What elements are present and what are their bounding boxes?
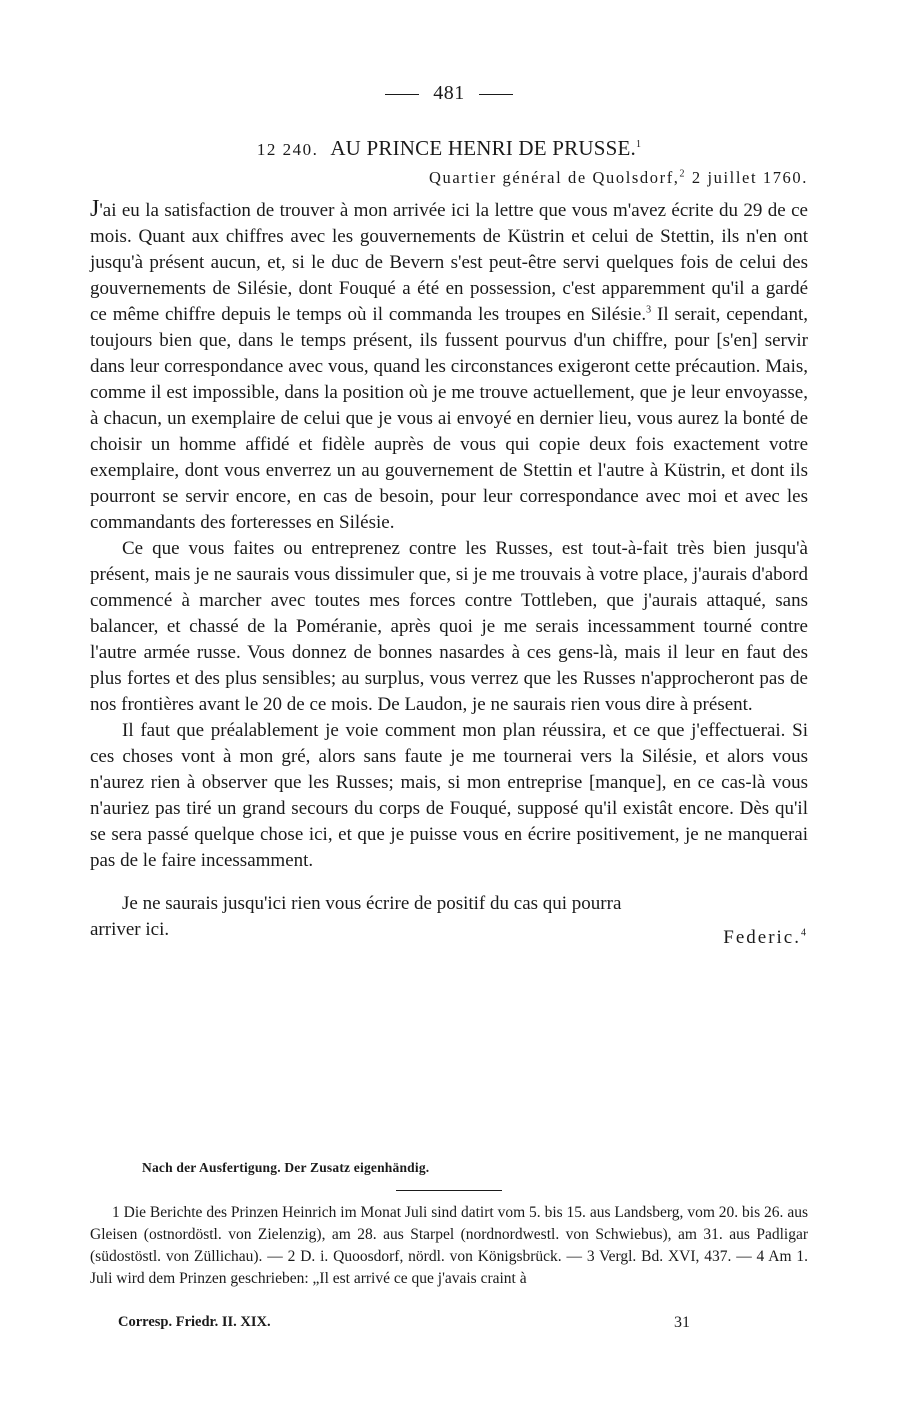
postscript: Je ne saurais jusqu'ici rien vous écrire de positif du cas qui pourra	[122, 893, 622, 914]
letter-number: 12 240.	[256, 140, 319, 159]
footnote-text: 1 Die Berichte des Prinzen Heinrich im Monat Juli sind datirt vom 5. bis 15. aus Landsberg, vom 20. bis 26. aus Gleisen (ostnordöstl. von Zielenzig), am 28. aus Starpel (nordnordwestl. von Schwiebus), am 31. aus Padligar (südostöstl. von Züllichau). — 2 D. i. Quoosdorf, nördl. von Königsbrück. — 3 Vergl. Bd. XVI, 437. — 4 Am 1. Juli wird dem Prinzen geschrieben: „Il est arrivé ce que j'avais craint à	[90, 1204, 808, 1287]
signature	[723, 927, 808, 949]
page-number-dash-right	[479, 94, 513, 95]
letter-body	[90, 196, 808, 947]
paragraph-1-footnote-mark: 3	[646, 304, 652, 316]
drop-initial: J	[90, 196, 100, 222]
paragraph-3: Il faut que préalablement je voie comment mon plan réussira, et ce que j'effectuerai. Si ces choses vont à mon gré, alors sans faute je me tournerai vers la Silésie, et alors vous n'aurez rien à observer que les Russes; mais, si mon entreprise [manque], en ce cas-là vous n'auriez pas tiré un grand secours du corps de Fouqué, supposé qu'il existât encore. Dès qu'il se sera passé quelque chose ici, et que je puisse vous en écrire positivement, je ne manquerai pas de le faire incessamment.	[90, 720, 808, 871]
source-note: Nach der Ausfertigung. Der Zusatz eigenhändig.	[142, 1160, 430, 1175]
page-number-dash-left	[385, 94, 419, 95]
paragraph-1-text-a: 'ai eu la satisfaction de trouver à mon arrivée ici la lettre que vous m'avez écrite du 29 de ce mois. Quant aux chiffres avec les gouvernements de Küstrin et celui de Stettin, ils n'en ont jusqu'à présent aucun, et, si le duc de Bevern s'est peut-être servi quelques fois de celui des gouvernements de Silésie, dont Fouqué a été en possession, c'est apparemment qu'il a gardé ce même chiffre depuis le temps où il commanda les troupes en Silésie.	[90, 200, 808, 325]
dateline	[429, 168, 808, 188]
page-number	[90, 82, 808, 105]
letter-heading	[90, 136, 808, 161]
dateline-footnote-mark: 2	[679, 168, 687, 180]
dateline-date: 2 juillet 1760.	[686, 168, 808, 187]
signature-name: Federic.	[723, 927, 801, 948]
letter-title: AU PRINCE HENRI DE PRUSSE.	[330, 136, 636, 160]
heading-footnote-mark: 1	[635, 139, 642, 150]
signature-footnote-mark: 4	[801, 927, 808, 939]
footnote-rule	[396, 1190, 502, 1191]
dateline-place: Quartier général de Quolsdorf,	[429, 168, 680, 187]
paragraph-1	[90, 196, 808, 536]
postscript-end: arriver ici.	[90, 919, 170, 940]
paragraph-2: Ce que vous faites ou entreprenez contre les Russes, est tout-à-fait très bien jusqu'à présent, mais je ne saurais vous dissimuler que, si je me trouvais à votre place, j'aurais d'abord commencé à marcher avec toutes mes forces contre Tottleben, que j'aurais attaqué, sans balancer, et chassé de la Poméranie, après quoi je me serais incessamment tourné contre l'autre armée russe. Vous donnez de bonnes nasardes à ces gens-là, mais il leur en faut des plus fortes et des plus sensibles; au surplus, vous verrez que les Russes n'approcheront pas de nos frontières avant le 20 de ce mois. De Laudon, je ne saurais rien vous dire à présent.	[90, 538, 808, 715]
gathering-number: 31	[674, 1314, 690, 1331]
paragraph-1-text-b: Il serait, cependant, toujours bien que, dans le temps présent, ils fussent pourvus d'un chiffre, pour [s'en] servir dans leur correspondance avec vous, quand les circonstances exigeront cette précaution. Mais, comme il est impossible, dans la position où je me trouve actuellement, que je leur envoyasse, à chacun, un exemplaire de celui que je vous ai envoyé en dernier lieu, vous aurez la bonté de choisir un homme affidé et fidèle auprès de vous qui copie deux fois exactement votre exemplaire, dont vous enverrez un au gouvernement de Stettin et l'autre à Küstrin, et dont ils pourront se servir encore, en cas de besoin, pour leur correspondance avec moi et avec les commandants des forteresses en Silésie.	[90, 304, 809, 533]
closing	[90, 917, 808, 947]
footnotes	[90, 1202, 808, 1290]
page-number-text: 481	[433, 82, 465, 104]
volume-reference: Corresp. Friedr. II. XIX.	[118, 1314, 271, 1330]
